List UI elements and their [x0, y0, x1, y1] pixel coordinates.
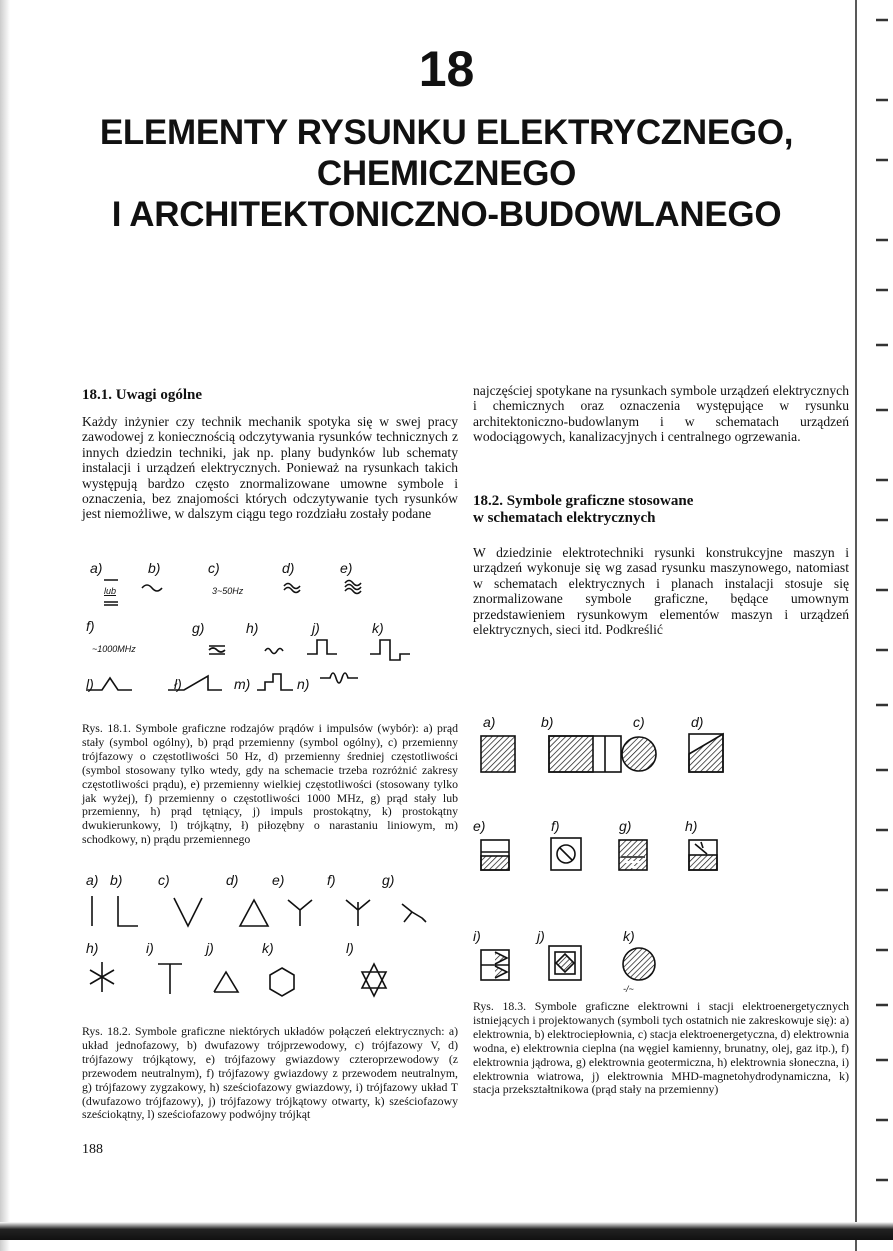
figure-18-1 — [82, 558, 458, 718]
fig-label: h) — [86, 940, 99, 956]
fig-label: b) — [110, 872, 123, 888]
fig-label: c) — [208, 560, 220, 576]
section-heading: 18.1. Uwagi ogólne — [82, 387, 202, 403]
figure-18-2 — [82, 872, 458, 1012]
fig-label: h) — [246, 620, 259, 636]
fig-label: g) — [619, 818, 632, 834]
fig-label: k) — [262, 940, 274, 956]
fig-label: b) — [148, 560, 161, 576]
fig-label: l) — [86, 676, 94, 692]
fig-label: i) — [473, 928, 481, 944]
fig-label: k) — [623, 928, 635, 944]
figure-caption: Rys. 18.1. Symbole graficzne rodzajów prądów i impulsów (wybór): a) prąd stały (symbol ogólny), b) prąd przemienny (symbol ogólny), c) przemienny trójfazowy o częstotliwości 50 Hz, d) przemienny średniej częstotliwości (symbol stosowany tylko wtedy, gdy na schemacie trzeba rozróżnić zakresy częstotliwości prądu), e) przemienny wielkiej częstotliwości (stosowany tylko jak wyżej), f) przemienny o częstotliwości 1000 MHz, g) prąd stały lub przemienny, h) prąd tętniący, j) impuls prostokątny, k) prostokątny dwukierunkowy, l) trójkątny, ł) piłozębny o narastaniu liniowym, m) schodkowy, n) prądu przemiennego — [82, 721, 458, 847]
fig-label: g) — [382, 872, 395, 888]
title-line: CHEMICZNEGO — [316, 154, 577, 193]
fig-label: e) — [473, 818, 486, 834]
title-line: I ARCHITEKTONICZNO-BUDOWLANEGO — [111, 195, 782, 234]
fig-label: a) — [483, 714, 496, 730]
chapter-title — [0, 112, 893, 235]
paragraph: W dziedzinie elektrotechniki rysunki konstrukcyjne maszyn i urządzeń wykonuje się wg zasad rysunku maszynowego, natomiast w schematach elektrycznych i planach instalacji stosuje się znormalizowane symbole graficzne, będące umownym przedstawieniem rysunkowym elementów maszyn i urządzeń elektrycznych, sieci itd. Podkreślić — [473, 545, 849, 638]
heading-line: 18.2. Symbole graficzne stosowane — [473, 493, 694, 509]
fig-label: e) — [272, 872, 285, 888]
fig-label: k) — [372, 620, 384, 636]
connection-symbols-drawing — [82, 872, 458, 1012]
fig-label: g) — [192, 620, 205, 636]
fig-label: f) — [327, 872, 336, 888]
fig-label: a) — [90, 560, 103, 576]
fig-label: b) — [541, 714, 554, 730]
scan-right-edge — [848, 0, 893, 1251]
fig-label: a) — [86, 872, 99, 888]
fig-label: m) — [234, 676, 251, 692]
fig-text: ~1000MHz — [92, 644, 136, 654]
fig-text: lub — [104, 586, 117, 596]
fig-label: d) — [226, 872, 239, 888]
chapter-number: 18 — [418, 41, 475, 97]
fig-label: d) — [282, 560, 295, 576]
fig-label: h) — [685, 818, 698, 834]
heading-line: w schematach elektrycznych — [473, 510, 656, 526]
fig-label: j) — [206, 940, 214, 956]
power-plant-symbols-drawing — [473, 710, 849, 995]
fig-label: j) — [537, 928, 545, 944]
fig-label: f) — [86, 618, 95, 634]
fig-label: ł) — [174, 676, 182, 692]
page-number: 188 — [82, 1142, 103, 1157]
current-symbols-drawing — [82, 558, 458, 718]
fig-label: l) — [346, 940, 354, 956]
figure-caption: Rys. 18.2. Symbole graficzne niektórych układów połączeń elektrycznych: a) układ jednofazowy, b) dwufazowy trójprzewodowy, c) trójfazowy V, d) trójfazowy trójkątowy, e) trójfazowy gwiazdowy czteroprzewodowy (z przewodem neutralnym), f) trójfazowy gwiazdowy z przewodem neutralnym, g) trójfazowy zygzakowy, h) sześciofazowy gwiazdowy, i) trójfazowy układ T (dwufazowo trójfazowy), j) trójfazowy trójkątowy otwarty, k) sześciofazowy sześciokątny, l) sześciofazowy podwójny trójkąt — [82, 1024, 458, 1122]
fig-label: e) — [340, 560, 353, 576]
fig-text: 3~50Hz — [212, 586, 244, 596]
fig-label: f) — [551, 818, 560, 834]
figure-caption: Rys. 18.3. Symbole graficzne elektrowni i stacji elektroenergetycznych istniejących i projektowanych (symboli tych ostatnich nie zakreskowuje się): a) elektrownia, b) elektrociepłownia, c) stacja elektroenergetyczna, d) elektrownia wodna, e) elektrownia cieplna (na węgiel kamienny, brunatny, olej, gaz itp.), f) elektrownia jądrowa, g) elektrownia geotermiczna, h) elektrownia słoneczna, i) elektrownia wiatrowa, j) elektrownia MHD-magnetohydrodynamiczna, k) stacja przekształtnikowa (prąd stały na przemienny) — [473, 999, 849, 1097]
fig-text: -/~ — [623, 984, 634, 994]
fig-label: n) — [297, 676, 310, 692]
fig-label: j) — [312, 620, 320, 636]
scan-bottom-edge — [0, 1222, 893, 1240]
paragraph: najczęściej spotykane na rysunkach symbole urządzeń elektrycznych i chemicznych oraz oznaczenia występujące w rysunku architektoniczno-budowlanym i w schematach urządzeń wodociągowych, kanalizacyjnych i centralnego ogrzewania. — [473, 383, 849, 445]
paragraph: Każdy inżynier czy technik mechanik spotyka się w swej pracy zawodowej z koniecznością odczytywania rysunków technicznych z innych dziedzin techniki, jak np. plany budynków lub schematy instalacji i urządzeń elektrycznych. Ponieważ na rysunkach takich występują bardzo często znormalizowane umowne symbole i oznaczenia, bez znajomości których odczytywanie tych rysunków jest niemożliwe, w dalszym ciągu tego rozdziału zostały podane — [82, 414, 458, 522]
figure-18-3 — [473, 710, 849, 995]
title-line: ELEMENTY RYSUNKU ELEKTRYCZNEGO, — [99, 113, 794, 152]
fig-label: c) — [633, 714, 645, 730]
fig-label: i) — [146, 940, 154, 956]
section-heading — [473, 493, 693, 527]
fig-label: d) — [691, 714, 704, 730]
fig-label: c) — [158, 872, 170, 888]
